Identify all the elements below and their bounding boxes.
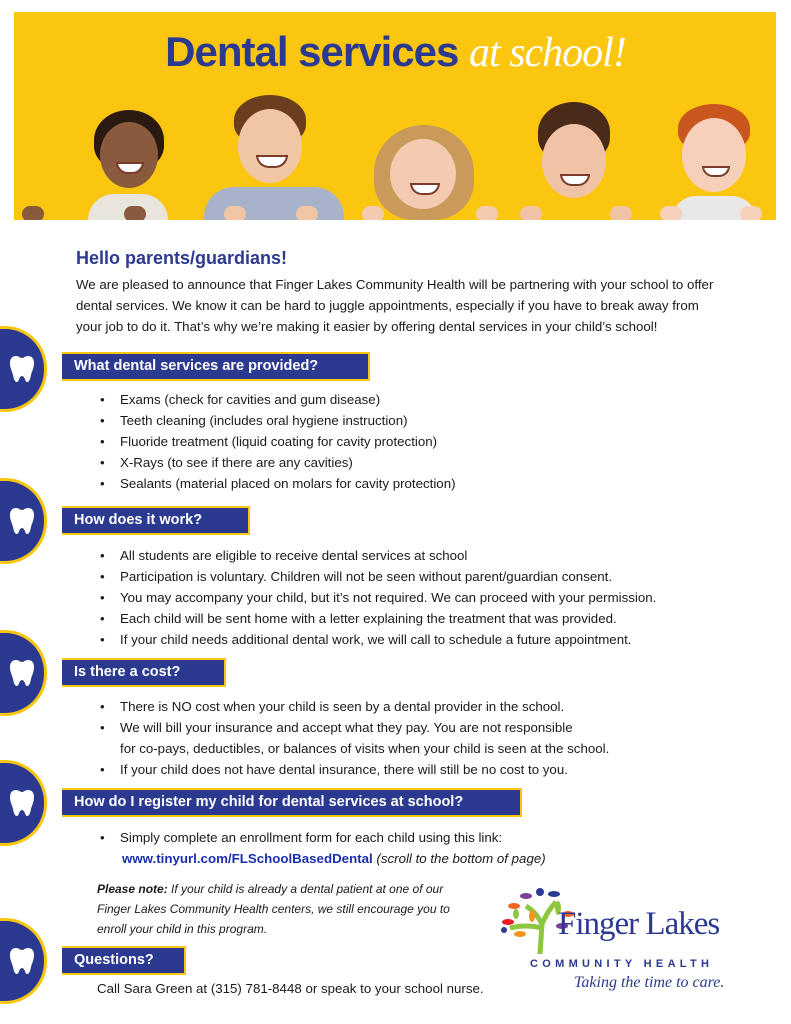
section-title: How does it work? [62,506,250,535]
tooth-badge [0,326,47,412]
tooth-icon [10,789,34,817]
intro-line: your job to do it. That’s why we’re making it easier by offering dental services in your child’s school! [76,319,658,334]
note-label: Please note: [97,882,168,896]
list-item: • Each child will be sent home with a letter explaining the treatment that was provided. [100,608,656,629]
list-item: • Exams (check for cavities and gum disease) [100,389,456,410]
list-item-continuation: for co-pays, deductibles, or balances of visits when your child is seen at the school. [120,741,610,756]
section-title: Questions? [62,946,186,975]
list-item: • Teeth cleaning (includes oral hygiene instruction) [100,410,456,431]
tooth-icon [10,947,34,975]
list-item: • If your child needs additional dental work, we will call to schedule a future appointment. [100,629,656,650]
list-item: • Participation is voluntary. Children will not be seen without parent/guardian consent. [100,566,656,587]
link-note: (scroll to the bottom of page) [376,851,546,866]
list-item: • Fluoride treatment (liquid coating for cavity protection) [100,431,456,452]
tooth-icon [10,355,34,383]
list-item: • There is NO cost when your child is seen by a dental provider in the school. [100,696,609,717]
child-photo [204,95,344,220]
register-list [100,827,546,869]
list-item: • X-Rays (to see if there are any cavities) [100,452,456,473]
contact-text: Call Sara Green at (315) 781-8448 or speak to your school nurse. [97,981,484,996]
tooth-icon [10,507,34,535]
cost-list [100,696,609,780]
tooth-badge [0,918,47,1004]
logo-tagline: Taking the time to care. [574,974,725,991]
child-photo [76,110,176,220]
tooth-badge [0,630,47,716]
note-text: If your child is already a dental patient at one of our Finger Lakes Community Health centers, we still encourage you to enroll your child in this program. [97,882,450,936]
intro-line: dental services. We know it can be hard to juggle appointments, especially if you have to break away from [76,298,699,313]
section-title: How do I register my child for dental services at school? [62,788,522,817]
tooth-icon [10,659,34,687]
list-item: • You may accompany your child, but it’s not required. We can proceed with your permission. [100,587,656,608]
section-title: Is there a cost? [62,658,226,687]
child-photo [524,102,624,220]
note-paragraph [97,879,457,939]
logo-subtitle: COMMUNITY HEALTH [530,958,714,970]
logo-name: Finger Lakes [558,906,720,942]
tooth-badge [0,760,47,846]
page-title [0,28,791,77]
how-list [100,545,656,650]
list-item: • We will bill your insurance and accept what they pay. You are not responsible [100,717,609,738]
title-script: at school! [469,30,626,76]
list-item: • Simply complete an enrollment form for each child using this link: [100,827,546,848]
finger-lakes-logo [496,884,766,1004]
banner-edge [14,220,776,230]
list-item: • If your child does not have dental insurance, there will still be no cost to you. [100,759,609,780]
list-item: • Sealants (material placed on molars for cavity protection) [100,473,456,494]
section-title: What dental services are provided? [62,352,370,381]
enrollment-link[interactable]: www.tinyurl.com/FLSchoolBasedDental [122,851,373,866]
intro-line: We are pleased to announce that Finger Lakes Community Health will be partnering with your school to offer [76,277,714,292]
tooth-badge [0,478,47,564]
list-item-continuation [100,848,546,869]
child-photo [664,104,764,220]
list-item: • All students are eligible to receive dental services at school [100,545,656,566]
child-photo [364,125,484,220]
services-list [100,389,456,494]
greeting-heading: Hello parents/guardians! [76,248,288,268]
title-bold: Dental services [165,28,459,75]
intro-paragraph [76,274,776,337]
